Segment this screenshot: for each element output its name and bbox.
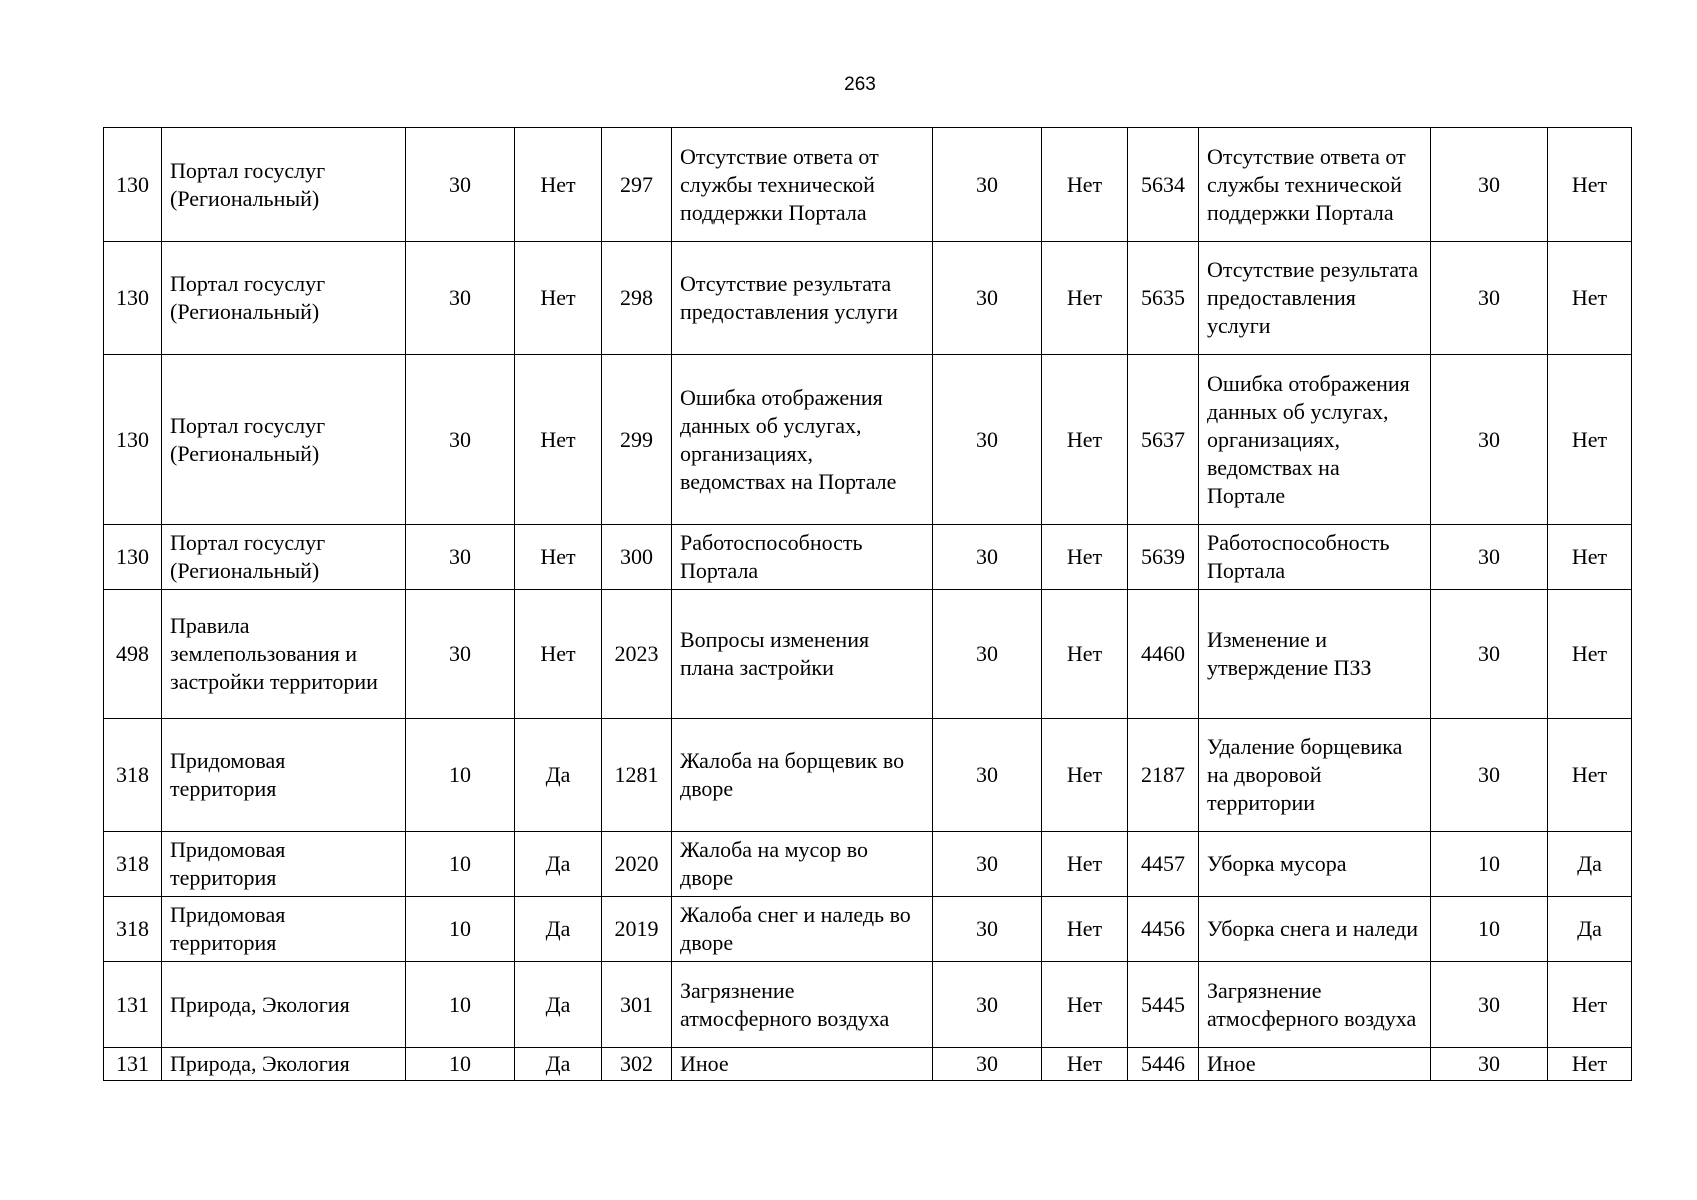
subcategory-name-cell: Отсутствие ответа от службы технической поддержки Портала	[672, 128, 933, 242]
subcategory-name-cell: Загрязнение атмосферного воздуха	[672, 962, 933, 1048]
category-days-cell: 10	[406, 1048, 515, 1081]
subcategory-flag-cell: Нет	[1042, 897, 1128, 962]
fact-name-cell: Ошибка отображения данных об услугах, организациях, ведомствах на Портале	[1199, 355, 1431, 525]
fact-name-cell: Изменение и утверждение ПЗЗ	[1199, 590, 1431, 719]
fact-name-cell: Уборка мусора	[1199, 832, 1431, 897]
category-name-cell: Правила землепользования и застройки территории	[162, 590, 406, 719]
fact-days-cell: 30	[1431, 242, 1548, 355]
subcategory-id-cell: 302	[602, 1048, 672, 1081]
fact-id-cell: 4457	[1128, 832, 1199, 897]
fact-id-cell: 5639	[1128, 525, 1199, 590]
category-id-cell: 318	[104, 719, 162, 832]
fact-days-cell: 30	[1431, 355, 1548, 525]
category-flag-cell: Да	[515, 1048, 602, 1081]
subcategory-name-cell: Иное	[672, 1048, 933, 1081]
category-flag-cell: Нет	[515, 128, 602, 242]
fact-days-cell: 10	[1431, 832, 1548, 897]
fact-id-cell: 5445	[1128, 962, 1199, 1048]
fact-id-cell: 4460	[1128, 590, 1199, 719]
subcategory-flag-cell: Нет	[1042, 242, 1128, 355]
category-name-cell: Придомовая территория	[162, 832, 406, 897]
category-flag-cell: Да	[515, 832, 602, 897]
subcategory-flag-cell: Нет	[1042, 355, 1128, 525]
category-days-cell: 10	[406, 897, 515, 962]
subcategory-days-cell: 30	[933, 897, 1042, 962]
fact-name-cell: Уборка снега и наледи	[1199, 897, 1431, 962]
subcategory-id-cell: 1281	[602, 719, 672, 832]
table-row	[104, 1048, 1632, 1081]
category-days-cell: 30	[406, 590, 515, 719]
fact-days-cell: 30	[1431, 962, 1548, 1048]
table-row	[104, 962, 1632, 1048]
subcategory-days-cell: 30	[933, 590, 1042, 719]
fact-name-cell: Удаление борщевика на дворовой территории	[1199, 719, 1431, 832]
subcategory-days-cell: 30	[933, 1048, 1042, 1081]
subcategory-id-cell: 2020	[602, 832, 672, 897]
fact-days-cell: 30	[1431, 525, 1548, 590]
subcategory-days-cell: 30	[933, 242, 1042, 355]
subcategory-flag-cell: Нет	[1042, 1048, 1128, 1081]
fact-id-cell: 4456	[1128, 897, 1199, 962]
subcategory-name-cell: Вопросы изменения плана застройки	[672, 590, 933, 719]
fact-id-cell: 5634	[1128, 128, 1199, 242]
category-id-cell: 130	[104, 355, 162, 525]
subcategory-days-cell: 30	[933, 525, 1042, 590]
fact-name-cell: Отсутствие результата предоставления услуги	[1199, 242, 1431, 355]
fact-id-cell: 2187	[1128, 719, 1199, 832]
fact-days-cell: 30	[1431, 719, 1548, 832]
subcategory-flag-cell: Нет	[1042, 962, 1128, 1048]
category-id-cell: 130	[104, 242, 162, 355]
fact-flag-cell: Нет	[1548, 719, 1632, 832]
category-id-cell: 131	[104, 1048, 162, 1081]
subcategory-days-cell: 30	[933, 832, 1042, 897]
table-row	[104, 242, 1632, 355]
page-number: 263	[844, 74, 876, 95]
subcategory-days-cell: 30	[933, 128, 1042, 242]
subcategory-name-cell: Жалоба на мусор во дворе	[672, 832, 933, 897]
subcategory-id-cell: 297	[602, 128, 672, 242]
subcategory-id-cell: 2023	[602, 590, 672, 719]
category-name-cell: Придомовая территория	[162, 897, 406, 962]
category-id-cell: 131	[104, 962, 162, 1048]
fact-name-cell: Иное	[1199, 1048, 1431, 1081]
category-days-cell: 10	[406, 832, 515, 897]
fact-id-cell: 5635	[1128, 242, 1199, 355]
subcategory-id-cell: 2019	[602, 897, 672, 962]
fact-flag-cell: Нет	[1548, 242, 1632, 355]
table-row	[104, 355, 1632, 525]
fact-flag-cell: Да	[1548, 832, 1632, 897]
category-days-cell: 10	[406, 962, 515, 1048]
fact-flag-cell: Нет	[1548, 525, 1632, 590]
subcategory-flag-cell: Нет	[1042, 832, 1128, 897]
fact-days-cell: 30	[1431, 1048, 1548, 1081]
subcategory-flag-cell: Нет	[1042, 719, 1128, 832]
fact-flag-cell: Нет	[1548, 1048, 1632, 1081]
subcategory-days-cell: 30	[933, 719, 1042, 832]
category-name-cell: Природа, Экология	[162, 962, 406, 1048]
subcategory-flag-cell: Нет	[1042, 525, 1128, 590]
category-days-cell: 30	[406, 242, 515, 355]
subcategory-name-cell: Жалоба на борщевик во дворе	[672, 719, 933, 832]
subcategory-id-cell: 298	[602, 242, 672, 355]
subcategory-id-cell: 300	[602, 525, 672, 590]
fact-flag-cell: Да	[1548, 897, 1632, 962]
category-id-cell: 130	[104, 128, 162, 242]
fact-flag-cell: Нет	[1548, 355, 1632, 525]
category-days-cell: 30	[406, 128, 515, 242]
category-days-cell: 30	[406, 525, 515, 590]
data-table	[103, 127, 1632, 1081]
fact-flag-cell: Нет	[1548, 962, 1632, 1048]
subcategory-flag-cell: Нет	[1042, 590, 1128, 719]
category-id-cell: 318	[104, 832, 162, 897]
fact-flag-cell: Нет	[1548, 128, 1632, 242]
category-name-cell: Портал госуслуг (Региональный)	[162, 242, 406, 355]
subcategory-days-cell: 30	[933, 962, 1042, 1048]
fact-days-cell: 10	[1431, 897, 1548, 962]
category-flag-cell: Нет	[515, 242, 602, 355]
category-flag-cell: Нет	[515, 355, 602, 525]
subcategory-days-cell: 30	[933, 355, 1042, 525]
table-row	[104, 897, 1632, 962]
category-name-cell: Придомовая территория	[162, 719, 406, 832]
category-name-cell: Портал госуслуг (Региональный)	[162, 128, 406, 242]
category-name-cell: Портал госуслуг (Региональный)	[162, 355, 406, 525]
category-name-cell: Природа, Экология	[162, 1048, 406, 1081]
category-flag-cell: Нет	[515, 525, 602, 590]
subcategory-name-cell: Жалоба снег и наледь во дворе	[672, 897, 933, 962]
category-flag-cell: Да	[515, 962, 602, 1048]
table-row	[104, 590, 1632, 719]
category-days-cell: 10	[406, 719, 515, 832]
fact-name-cell: Отсутствие ответа от службы технической поддержки Портала	[1199, 128, 1431, 242]
table-row	[104, 128, 1632, 242]
category-name-cell: Портал госуслуг (Региональный)	[162, 525, 406, 590]
category-days-cell: 30	[406, 355, 515, 525]
subcategory-name-cell: Отсутствие результата предоставления услуги	[672, 242, 933, 355]
fact-name-cell: Работоспособность Портала	[1199, 525, 1431, 590]
subcategory-id-cell: 299	[602, 355, 672, 525]
fact-days-cell: 30	[1431, 590, 1548, 719]
category-id-cell: 318	[104, 897, 162, 962]
category-flag-cell: Нет	[515, 590, 602, 719]
fact-id-cell: 5637	[1128, 355, 1199, 525]
subcategory-name-cell: Работоспособность Портала	[672, 525, 933, 590]
fact-days-cell: 30	[1431, 128, 1548, 242]
subcategory-id-cell: 301	[602, 962, 672, 1048]
table-row	[104, 832, 1632, 897]
table-row	[104, 719, 1632, 832]
category-id-cell: 130	[104, 525, 162, 590]
subcategory-flag-cell: Нет	[1042, 128, 1128, 242]
subcategory-name-cell: Ошибка отображения данных об услугах, организациях, ведомствах на Портале	[672, 355, 933, 525]
table-row	[104, 525, 1632, 590]
category-flag-cell: Да	[515, 897, 602, 962]
fact-id-cell: 5446	[1128, 1048, 1199, 1081]
fact-name-cell: Загрязнение атмосферного воздуха	[1199, 962, 1431, 1048]
fact-flag-cell: Нет	[1548, 590, 1632, 719]
category-id-cell: 498	[104, 590, 162, 719]
category-flag-cell: Да	[515, 719, 602, 832]
